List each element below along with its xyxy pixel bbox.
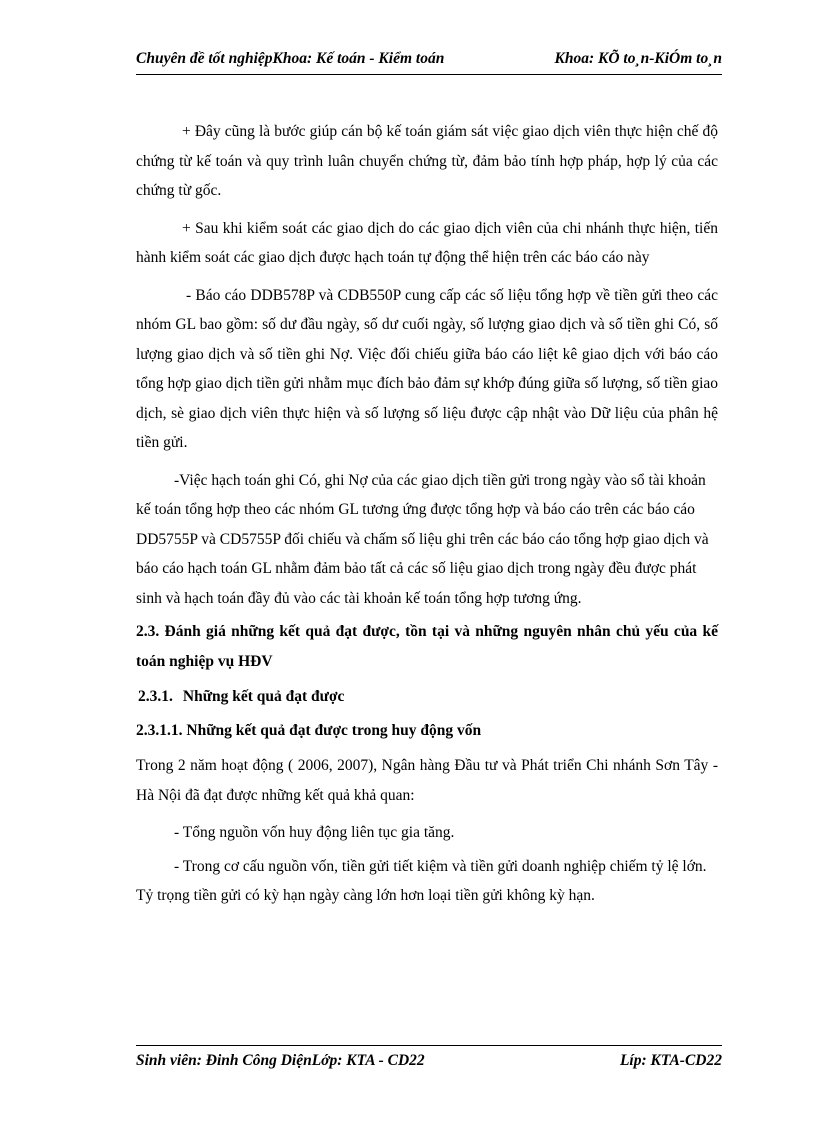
section-heading-2-3-1 (136, 682, 718, 712)
section-heading-2-3: 2.3. Đánh giá những kết quả đạt được, tồn tại và những nguyên nhân chủ yếu của kế toán nghiệp vụ HĐV (136, 623, 718, 670)
paragraph-4: -Việc hạch toán ghi Có, ghi Nợ của các giao dịch tiền gửi trong ngày vào sổ tài khoản kế toán tổng hợp theo các nhóm GL tương ứng được tổng hợp và báo cáo trên các báo cáo DD5755P và CD5755P đối chiếu và chấm số liệu ghi trên các báo cáo tổng hợp giao dịch và báo cáo hạch toán GL nhằm đảm bảo tất cả các số liệu giao dịch trong ngày đều được phát sinh và hạch toán đầy đủ vào các tài khoản kế toán tổng hợp tương ứng. (136, 471, 709, 607)
paragraph-5: Trong 2 năm hoạt động ( 2006, 2007), Ngân hàng Đầu tư và Phát triển Chi nhánh Sơn Tây - Hà Nội đã đạt được những kết quả khả quan: (136, 757, 718, 804)
section-number-2-3-1: 2.3.1. (138, 688, 173, 705)
header-left-text: Chuyên đề tốt nghiệpKhoa: Kế toán - Kiểm toán (136, 50, 445, 67)
page-header (136, 48, 722, 75)
document-body (136, 117, 718, 919)
paragraph-1: + Đây cũng là bước giúp cán bộ kế toán giám sát việc giao dịch viên thực hiện chế độ chứng từ kế toán và quy trình luân chuyển chứng từ, đảm bảo tính hợp pháp, hợp lý của các chứng từ gốc. (136, 123, 718, 199)
page-footer (136, 1045, 722, 1074)
footer-right-text: Líp: KTA-CD22 (619, 1052, 722, 1069)
paragraph-7: - Trong cơ cấu nguồn vốn, tiền gửi tiết kiệm và tiền gửi doanh nghiệp chiếm tỷ lệ lớn. Tỷ trọng tiền gửi có kỳ hạn ngày càng lớn hơn loại tiền gửi không kỳ hạn. (136, 857, 707, 904)
paragraph-2: + Sau khi kiểm soát các giao dịch do các giao dịch viên của chi nhánh thực hiện, tiến hành kiểm soát các giao dịch được hạch toán tự động thể hiện trên các báo cáo này (136, 219, 718, 266)
paragraph-3: - Báo cáo DDB578P và CDB550P cung cấp các số liệu tổng hợp về tiền gửi theo các nhóm GL bao gồm: số dư đầu ngày, số dư cuối ngày, số lượng giao dịch và số tiền ghi Có, số lượng giao dịch và số tiền ghi Nợ. Việc đối chiếu giữa báo cáo liệt kê giao dịch với báo cáo tổng hợp giao dịch tiền gửi nhằm mục đích bảo đảm sự khớp đúng giữa số lượng, số tiền giao dịch, sè giao dịch viên thực hiện và số lượng số liệu được cập nhật vào Dữ liệu của phân hệ tiền gửi. (136, 286, 718, 451)
paragraph-6: - Tổng nguồn vốn huy động liên tục gia tăng. (174, 824, 455, 841)
section-title-2-3-1: Những kết quả đạt được (182, 688, 345, 705)
footer-left-text: Sinh viên: Đinh Công DiệnLớp: KTA - CD22 (136, 1052, 425, 1069)
header-right-text: Khoa: KÕ to¸n-KiÓm to¸n (554, 50, 722, 67)
section-heading-2-3-1-1: 2.3.1.1. Những kết quả đạt được trong huy động vốn (136, 721, 482, 739)
